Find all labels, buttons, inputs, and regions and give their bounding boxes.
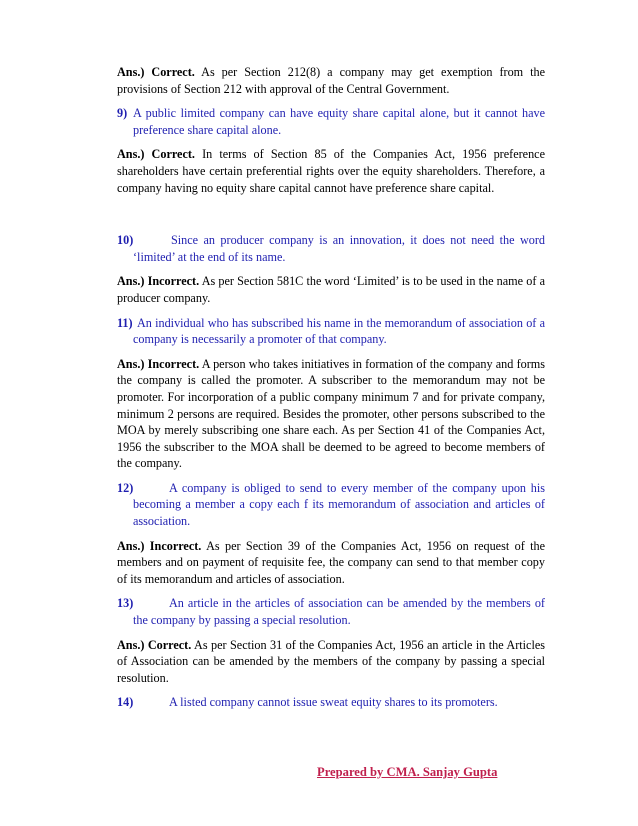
question-block bbox=[117, 480, 545, 530]
answer-block bbox=[117, 146, 545, 196]
answer-block bbox=[117, 64, 545, 97]
question-number: 10) bbox=[117, 233, 134, 248]
answer-block bbox=[117, 273, 545, 306]
question-number: 13) bbox=[117, 596, 134, 611]
question-number: 12) bbox=[117, 480, 134, 495]
answer-text: In terms of Section 85 of the Companies Act, 1956 preference shareholders have certain preferential rights over the equity shareholders. Therefore, a company having no equity share capital cannot have preference share capital. bbox=[117, 147, 545, 195]
footer-credit: Prepared by CMA. Sanjay Gupta bbox=[317, 765, 498, 779]
question-block bbox=[117, 105, 545, 138]
answer-text: As per Section 581C the word ‘Limited’ is to be used in the name of a producer company. bbox=[117, 274, 545, 305]
question-block bbox=[117, 595, 545, 628]
answer-lead: Ans.) Incorrect. bbox=[117, 274, 200, 289]
answer-block bbox=[117, 538, 545, 588]
question-number: 9) bbox=[117, 106, 128, 121]
question-text: An article in the articles of association can be amended by the members of the company by passing a special resolution. bbox=[133, 596, 545, 628]
answer-text: As per Section 212(8) a company may get exemption from the provisions of Section 212 with approval of the Central Government. bbox=[117, 65, 546, 96]
question-number: 14) bbox=[117, 695, 134, 710]
question-block bbox=[117, 694, 545, 711]
question-block bbox=[117, 315, 545, 348]
question-text: A public limited company can have equity share capital alone, but it cannot have preference share capital alone. bbox=[133, 106, 545, 137]
question-text: A listed company cannot issue sweat equity shares to its promoters. bbox=[169, 695, 498, 710]
answer-lead: Ans.) Correct. bbox=[117, 147, 195, 162]
document-page bbox=[117, 64, 545, 711]
question-block bbox=[117, 232, 545, 265]
question-text: An individual who has subscribed his name in the memorandum of association of a company is necessarily a promoter of that company. bbox=[133, 315, 545, 347]
question-text: A company is obliged to send to every member of the company upon his becoming a member a copy each f its memorandum of association and articles of association. bbox=[133, 480, 545, 529]
answer-lead: Ans.) Incorrect. bbox=[117, 538, 202, 553]
question-text: Since an producer company is an innovation, it does not need the word ‘limited’ at the end of its name. bbox=[133, 233, 545, 264]
answer-lead: Ans.) Correct. bbox=[117, 65, 195, 79]
question-number: 11) bbox=[117, 315, 133, 330]
answer-block bbox=[117, 356, 545, 472]
answer-text: As per Section 39 of the Companies Act, 1956 on request of the members and on payment of requisite fee, the company can send to that member copy of its memorandum and articles of association. bbox=[117, 538, 546, 586]
answer-lead: Ans.) Incorrect. bbox=[117, 356, 200, 371]
answer-lead: Ans.) Correct. bbox=[117, 637, 192, 652]
answer-text: As per Section 31 of the Companies Act, 1956 an article in the Articles of Association can be amended by the members of the company by passing a special resolution. bbox=[117, 637, 545, 685]
answer-text: A person who takes initiatives in formation of the company and forms the company is called the promoter. A subscriber to the memorandum may not be promoter. For incorporation of a public company minimum 7 and for private company, minimum 2 persons are required. Besides the promoter, other persons subscribed to the MOA by merely subscribing one share each. As per Section 41 of the Companies Act, 1956 the subscriber to the MOA shall be deemed to be agreed to become members of the company. bbox=[117, 356, 545, 471]
answer-block bbox=[117, 637, 545, 687]
